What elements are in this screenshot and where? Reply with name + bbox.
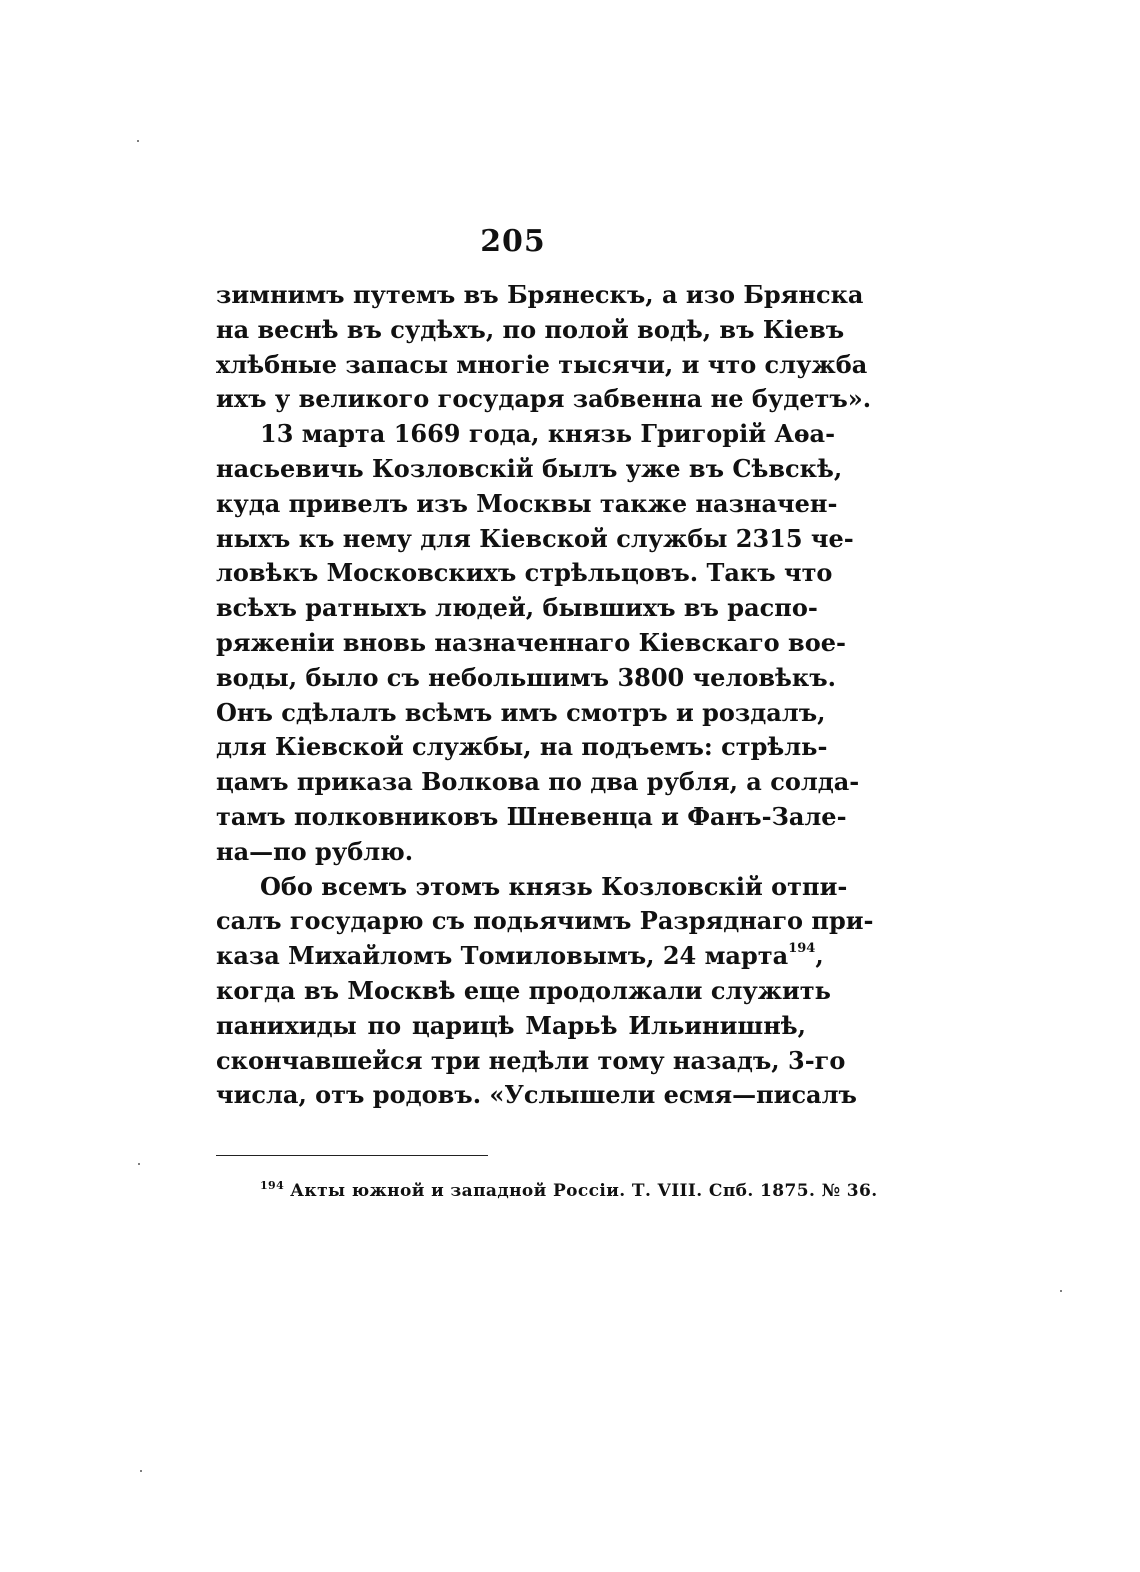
scan-speck: [137, 140, 139, 142]
body-line: ряженіи вновь назначеннаго Кіевскаго вое-: [216, 627, 846, 657]
body-line: ихъ у великого государя забвенна не будетъ».: [216, 384, 872, 414]
scan-speck: [138, 1163, 140, 1165]
footnote-number: 194: [260, 1179, 285, 1192]
line-trailing-comma: ,: [815, 941, 824, 971]
footnote-text: Акты южной и западной Россіи. Т. VIII. Спб. 1875. № 36.: [290, 1181, 878, 1201]
body-line: насьевичь Козловскій былъ уже въ Сѣвскѣ,: [216, 453, 843, 483]
body-line: скончавшейся три недѣли тому назадъ, 3-го: [216, 1045, 846, 1075]
body-line: Онъ сдѣлалъ всѣмъ имъ смотръ и роздалъ,: [216, 697, 826, 727]
body-line: тамъ полковниковъ Шневенца и Фанъ-Зале-: [216, 801, 847, 831]
body-line: куда привелъ изъ Москвы также назначен-: [216, 488, 838, 518]
scan-speck: [1060, 1290, 1062, 1292]
body-line-with-footnote-ref: [216, 939, 824, 974]
body-line: всѣхъ ратныхъ людей, бывшихъ въ распо-: [216, 593, 818, 623]
body-line: на веснѣ въ судѣхъ, по полой водѣ, въ Кіевъ: [216, 314, 845, 344]
paragraph-start-line: 13 марта 1669 года, князь Григорій Аѳа-: [260, 419, 836, 449]
footnote: [260, 1178, 878, 1204]
scan-speck: [140, 1470, 142, 1472]
body-line: салъ государю съ подьячимъ Разряднаго при-: [216, 906, 874, 936]
footnote-reference[interactable]: 194: [788, 941, 816, 957]
body-line: панихиды по царицѣ Марьѣ Ильинишнѣ,: [216, 1010, 806, 1040]
line-text: каза Михайломъ Томиловымъ, 24 марта: [216, 941, 789, 971]
body-line: хлѣбные запасы многіе тысячи, и что служба: [216, 349, 868, 379]
body-line: для Кіевской службы, на подъемъ: стрѣль-: [216, 732, 828, 762]
page-number: 205: [480, 224, 546, 259]
body-line: числа, отъ родовъ. «Услышели есмя—писалъ: [216, 1080, 857, 1110]
body-line: на—по рублю.: [216, 836, 414, 866]
body-line: когда въ Москвѣ еще продолжали служить: [216, 975, 831, 1005]
paragraph-start-line: Обо всемъ этомъ князь Козловскій отпи-: [260, 871, 848, 901]
body-line: воды, было съ небольшимъ 3800 человѣкъ.: [216, 662, 837, 692]
body-line: цамъ приказа Волкова по два рубля, а солда-: [216, 767, 860, 797]
body-line: ныхъ къ нему для Кіевской службы 2315 че-: [216, 523, 854, 553]
footnote-separator: [216, 1155, 488, 1156]
body-line: зимнимъ путемъ въ Брянескъ, а изо Брянска: [216, 280, 864, 309]
body-line: ловѣкъ Московскихъ стрѣльцовъ. Такъ что: [216, 558, 833, 588]
body-text: [216, 278, 874, 1113]
